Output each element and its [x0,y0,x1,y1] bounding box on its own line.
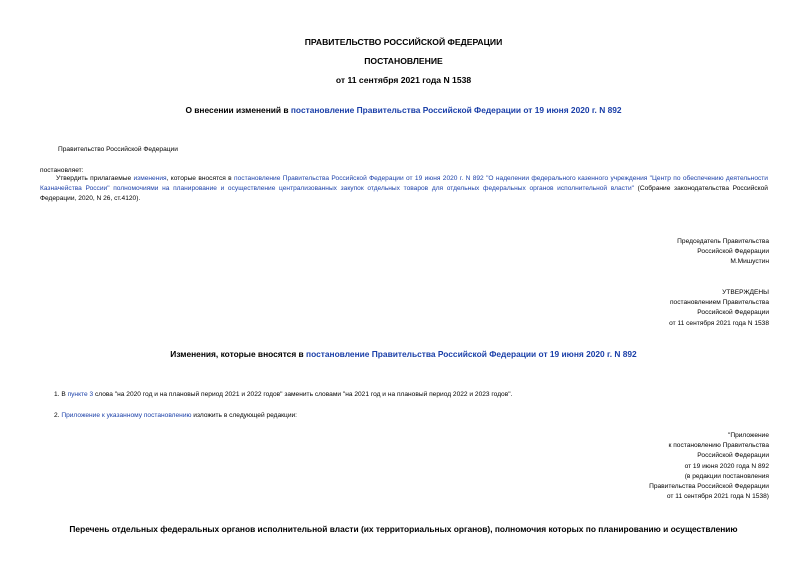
approved-line-3: Российской Федерации [697,309,769,317]
paragraph-1-text-c: (Собрание законодательства Российской Федерации, 2020, N 26, ст.4120). [40,185,768,203]
changes-link[interactable]: изменения [133,175,167,182]
signature-block [677,237,769,268]
item-1-text-b: слова "на 2020 год и на плановый период 2021 и 2022 годов" заменить словами "на 2021 год и на плановый период 2022 и 2023 годов". [93,391,513,398]
paragraph-1-text-a: Утвердить прилагаемые [56,175,134,182]
item-1-text-a: 1. В [54,391,68,398]
appendix-block [649,431,769,502]
changes-title-prefix: Изменения, которые вносятся в [170,349,307,359]
item-1 [54,390,512,400]
paragraph-1 [40,174,768,205]
document-title-link[interactable]: постановление Правительства Российской Федерации от 19 июня 2020 г. N 892 [290,105,622,115]
appendix-line-1: "Приложение [727,432,769,439]
appendix-line-3: Российской Федерации [697,452,769,460]
signature-line-1: Председатель Правительства [677,238,769,245]
appendix-line-5: (в редакции постановления [684,472,769,480]
government-heading: ПРАВИТЕЛЬСТВО РОССИЙСКОЙ ФЕДЕРАЦИИ [304,37,503,47]
signature-line-2: Российской Федерации [697,248,769,256]
document-title [0,105,807,115]
document-title-prefix: О внесении изменений в [185,105,291,115]
list-title: Перечень отдельных федеральных органов исполнительной власти (их территориальных органов), полномочия которых по планированию и осуществлению [69,524,738,534]
item-2 [54,411,297,421]
appendix-line-7: от 11 сентября 2021 года N 1538) [666,493,769,501]
date-number-heading: от 11 сентября 2021 года N 1538 [335,75,472,85]
appendix-line-4: от 19 июня 2020 года N 892 [684,462,769,470]
signature-line-3: М.Мишустин [730,258,769,266]
approved-line-1: УТВЕРЖДЕНЫ [722,289,769,296]
point-3-link[interactable]: пункте 3 [67,391,94,398]
appendix-link[interactable]: Приложение к указанному постановлению [61,412,192,419]
item-2-text-b: изложить в следующей редакции: [191,412,298,419]
item-2-text-a: 2. [54,412,62,419]
approved-block [669,288,769,329]
appendix-line-2: к постановлению Правительства [668,442,769,450]
appendix-line-6: Правительства Российской Федерации [649,483,769,491]
government-label: Правительство Российской Федерации [58,146,178,153]
approved-line-4: от 11 сентября 2021 года N 1538 [669,319,769,327]
changes-title-link[interactable]: постановление Правительства Российской Федерации от 19 июня 2020 г. N 892 [306,349,637,359]
decree-892-link[interactable]: постановление Правительства Российской Федерации от 19 июня 2020 г. N 892 "О наделении федерального казенного учреждения "Центр по обеспечению деятельности Казначейства России" полномочиями на планирование и осуществление централизованных закупок отдельных товаров для отдельных федеральных органов исполнительной власти" [40,175,768,193]
changes-title [0,349,807,359]
approved-line-2: постановлением Правительства [669,299,769,307]
paragraph-1-text-b: , которые вносятся в [166,175,235,182]
doc-type-heading: ПОСТАНОВЛЕНИЕ [364,56,443,66]
decrees-label: постановляет: [40,167,84,174]
